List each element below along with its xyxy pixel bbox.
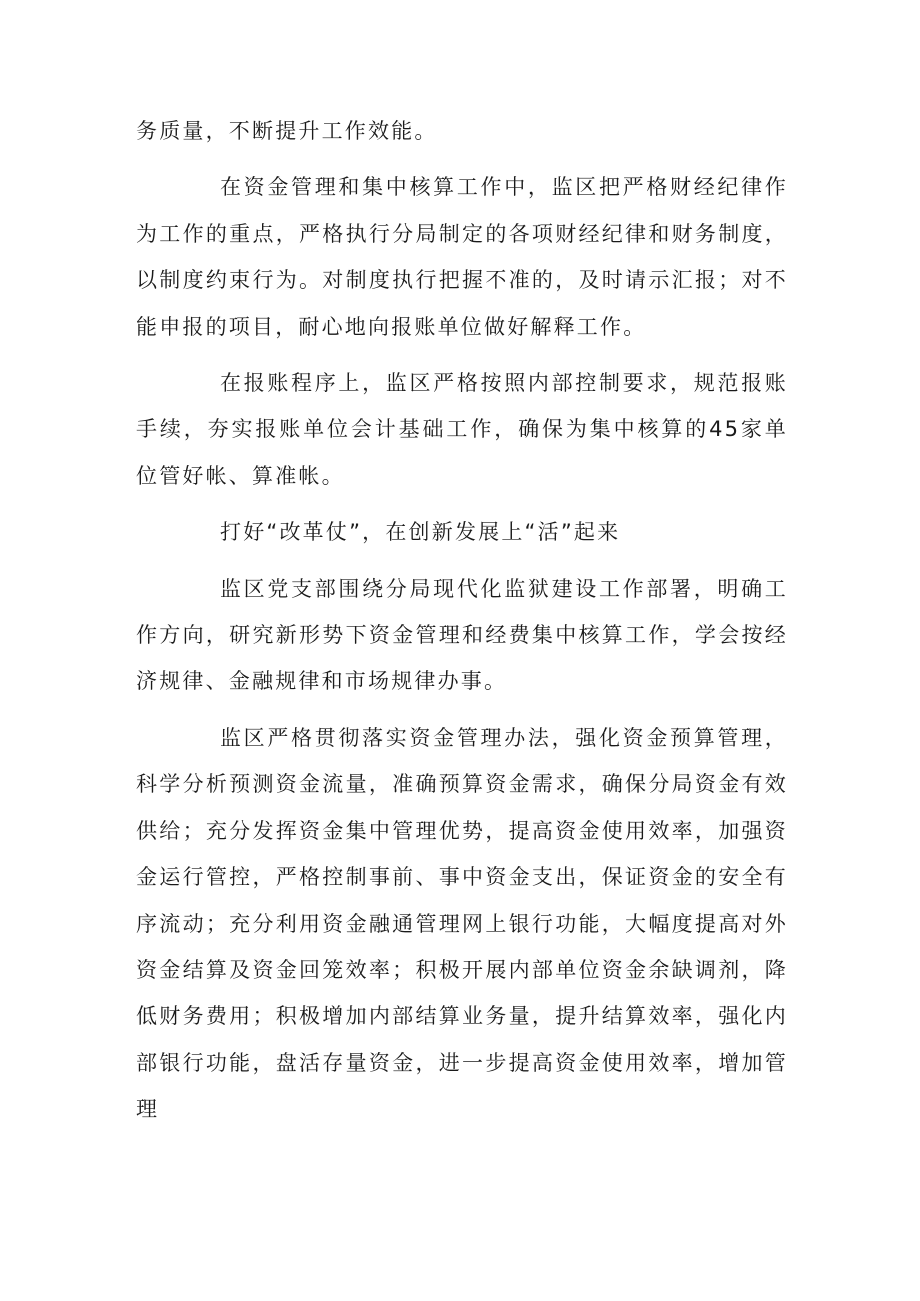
- document-body: [136, 108, 788, 1143]
- paragraph-continued: 务质量，不断提升工作效能。: [136, 119, 438, 143]
- paragraph-party-branch: 监区党支部围绕分局现代化监狱建设工作部署，明确工作方向，研究新形势下资金管理和经费集中核算工作，学会按经济规律、金融规律和市场规律办事。: [136, 576, 788, 694]
- section-heading: 打好“改革仗”，在创新发展上“活”起来: [220, 520, 621, 545]
- paragraph-reimbursement-procedure: 在报账程序上，监区严格按照内部控制要求，规范报账手续，夯实报账单位会计基础工作，确保为集中核算的45家单位管好帐、算准帐。: [136, 371, 788, 488]
- paragraph-fund-budget: 监区严格贯彻落实资金管理办法，强化资金预算管理，科学分析预测资金流量，准确预算资金需求，确保分局资金有效供给；充分发挥资金集中管理优势，提高资金使用效率，加强资金运行管控，严格控制事前、事中资金支出，保证资金的安全有序流动；充分利用资金融通管理网上银行功能，大幅度提高对外资金结算及资金回笼效率；积极开展内部单位资金余缺调剂，降低财务费用；积极增加内部结算业务量，提升结算效率，强化内部银行功能，盘活存量资金，进一步提高资金使用效率，增加管理: [136, 725, 788, 1122]
- paragraph-fund-management: 在资金管理和集中核算工作中，监区把严格财经纪律作为工作的重点，严格执行分局制定的各项财经纪律和财务制度，以制度约束行为。对制度执行把握不准的，及时请示汇报；对不能申报的项目，耐心地向报账单位做好解释工作。: [136, 175, 788, 339]
